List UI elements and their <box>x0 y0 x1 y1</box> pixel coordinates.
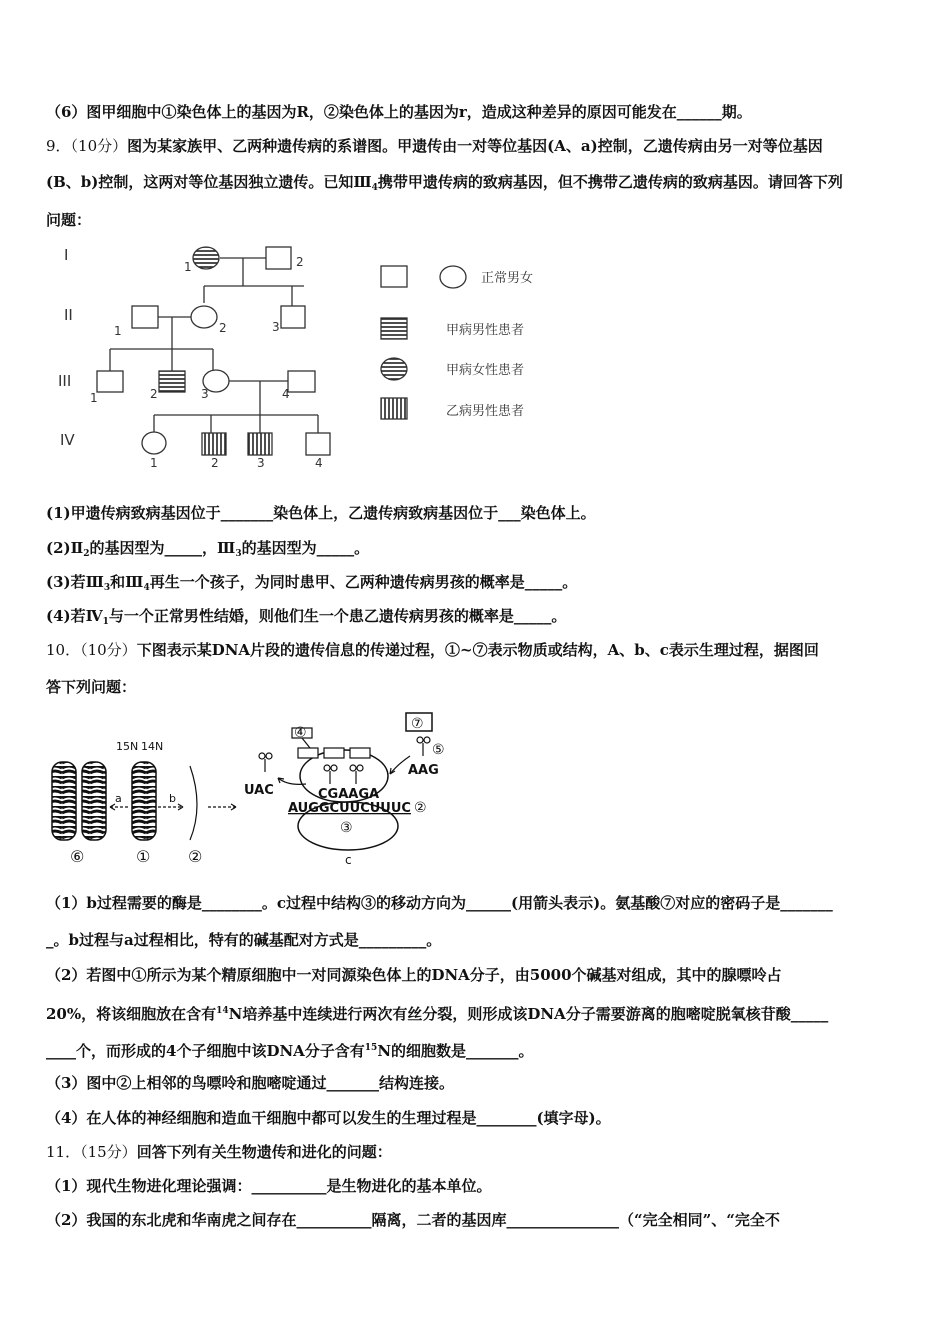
num-II2: 2 <box>219 321 227 335</box>
num-IV3: 3 <box>257 456 265 470</box>
gen-label-III: III <box>58 372 72 390</box>
pedigree-IV1 <box>142 432 166 454</box>
q10-sub2-line1: （2）若图中①所示为某个精原细胞中一对同源染色体上的DNA分子，由5000个碱基对组成，其中的腺嘌呤占 <box>46 966 782 984</box>
legend-b-male-symbol <box>381 398 407 419</box>
pedigree-chart <box>48 238 558 473</box>
pedigree-II1 <box>132 306 158 328</box>
label-AAG: AAG <box>408 763 439 778</box>
q10-stem-line2: 答下列问题： <box>46 678 137 696</box>
legend-a-male-symbol <box>381 318 407 339</box>
pedigree-IV4 <box>306 433 330 455</box>
label-process-c: c <box>345 853 352 867</box>
label-3: ③ <box>340 820 353 836</box>
q11-stem: 11．（15分）回答下列有关生物遗传和进化的问题： <box>46 1143 392 1161</box>
q9-sub1: (1)甲遗传病致病基因位于_______染色体上，乙遗传病致病基因位于___染色体上。 <box>46 504 596 522</box>
q11-sub1: （1）现代生物进化理论强调：__________是生物进化的基本单位。 <box>46 1177 492 1195</box>
q10-sub3: （3）图中②上相邻的鸟嘌呤和胞嘧啶通过_______结构连接。 <box>46 1074 454 1092</box>
helix-1 <box>132 762 156 840</box>
q11-sub2: （2）我国的东北虎和华南虎之间存在__________隔离，二者的基因库_______________（“完全相同”、“完全不 <box>46 1211 780 1229</box>
legend-normal-label: 正常男女 <box>481 271 534 286</box>
pedigree-III1 <box>97 371 123 392</box>
label-4: ④ <box>294 725 307 741</box>
label-15N: 15N <box>116 740 139 753</box>
num-III1: 1 <box>90 391 98 405</box>
helix-6a <box>52 762 76 840</box>
q9-stem-line3: 问题： <box>46 211 92 229</box>
gen-label-I: I <box>64 246 69 264</box>
pedigree-I2 <box>266 247 291 269</box>
num-IV1: 1 <box>150 456 158 470</box>
num-III2: 2 <box>150 387 158 401</box>
q10-sub4: （4）在人体的神经细胞和造血干细胞中都可以发生的生理过程是________(填字母)。 <box>46 1109 611 1127</box>
pedigree-II2 <box>191 306 217 328</box>
dna-process-figure <box>48 706 468 868</box>
legend-a-female-symbol <box>381 358 407 380</box>
label-6: ⑥ <box>70 847 85 866</box>
q10-sub1-line2: _。b过程与a过程相比，特有的碱基配对方式是_________。 <box>46 931 442 949</box>
label-process-b: b <box>169 792 176 805</box>
pedigree-IV3 <box>248 433 272 455</box>
q9-stem-line1: 9．（10分）图为某家族甲、乙两种遗传病的系谱图。甲遗传由一对等位基因(A、a)控制，乙遗传病由另一对等位基因 <box>46 137 823 155</box>
q9-sub2: $(2)Ⅱ_2$的基因型为_____，$Ⅲ_3$的基因型为_____。 <box>46 539 370 559</box>
num-IV4: 4 <box>315 456 323 470</box>
num-I1: 1 <box>184 260 192 274</box>
legend-male-symbol <box>381 266 407 287</box>
label-7: ⑦ <box>411 716 424 732</box>
pedigree-I1 <box>193 247 219 269</box>
num-III4: 4 <box>282 387 290 401</box>
pedigree-III2 <box>159 371 185 392</box>
pedigree-II3 <box>281 306 305 328</box>
label-1: ① <box>136 847 151 866</box>
num-IV2: 2 <box>211 456 219 470</box>
label-UAC: UAC <box>244 783 274 798</box>
q9-sub3: (3)若$Ⅲ_3$和$Ⅲ_4$再生一个孩子，为同时患甲、乙两种遗传病男孩的概率是_____。 <box>46 573 578 593</box>
label-mRNA-seq: AUGGCUUCUUUC <box>288 801 411 816</box>
pedigree-IV2 <box>202 433 226 455</box>
label-2: ② <box>188 847 203 866</box>
q10-stem-line1: 10．（10分）下图表示某DNA片段的遗传信息的传递过程，①~⑦表示物质或结构，A、b、c表示生理过程，据图回 <box>46 641 819 659</box>
legend-a-female-label: 甲病女性患者 <box>446 363 525 378</box>
num-II3: 3 <box>272 320 280 334</box>
label-5: ⑤ <box>432 742 445 758</box>
label-2-mrna: ② <box>414 800 427 816</box>
label-14N: 14N <box>141 740 164 753</box>
q8-sub6: （6）图甲细胞中①染色体上的基因为R，②染色体上的基因为r，造成这种差异的原因可能发在______期。 <box>46 103 752 121</box>
pedigree-III4 <box>288 371 315 392</box>
legend-female-symbol <box>440 266 466 288</box>
helix-6b <box>82 762 106 840</box>
q10-sub2-line2: 20%，将该细胞放在含有$^{14}$N培养基中连续进行两次有丝分裂，则形成该DNA分子需要游离的胞嘧啶脱氧核苷酸_____ <box>46 1005 829 1023</box>
q9-sub4: (4)若$Ⅳ_1$与一个正常男性结婚，则他们生一个患乙遗传病男孩的概率是_____。 <box>46 607 567 627</box>
gen-label-II: II <box>64 306 73 324</box>
gen-label-IV: IV <box>60 431 75 449</box>
num-I2: 2 <box>296 255 304 269</box>
q9-stem-line2: (B、b)控制，这两对等位基因独立遗传。已知$Ⅲ_4$携带甲遗传病的致病基因，但不携带乙遗传病的致病基因。请回答下列 <box>46 173 843 193</box>
q10-sub1-line1: （1）b过程需要的酶是________。c过程中结构③的移动方向为______(用箭头表示)。氨基酸⑦对应的密码子是_______ <box>46 894 833 912</box>
legend-b-male-label: 乙病男性患者 <box>446 404 525 419</box>
label-process-a: a <box>115 792 122 805</box>
num-II1: 1 <box>114 324 122 338</box>
legend-a-male-label: 甲病男性患者 <box>446 323 525 338</box>
label-CGAAGA: CGAAGA <box>318 787 380 802</box>
num-III3: 3 <box>201 387 209 401</box>
q10-sub2-line3: ____个，而形成的4个子细胞中该DNA分子含有$^{15}$N的细胞数是_______。 <box>46 1042 534 1060</box>
